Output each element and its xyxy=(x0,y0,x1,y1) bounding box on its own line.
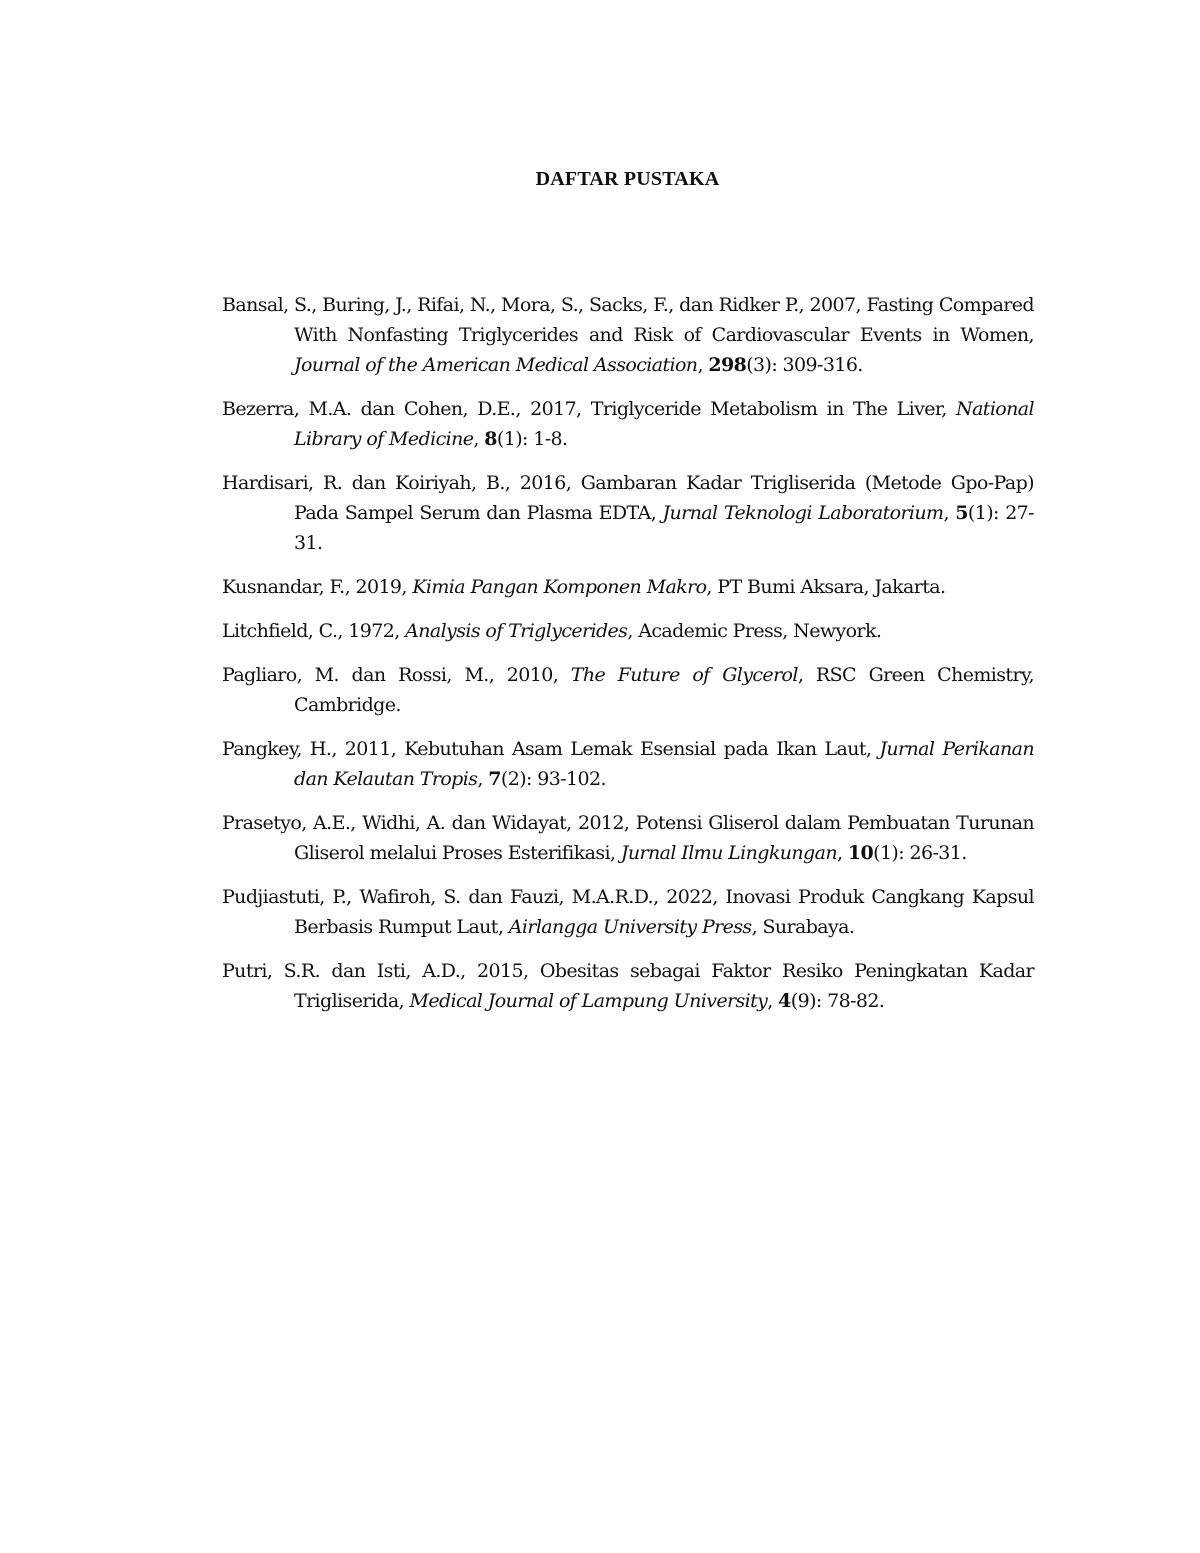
reference-item xyxy=(222,394,1034,454)
reference-item xyxy=(222,660,1034,720)
reference-source: Jurnal Teknologi Laboratorium xyxy=(662,502,944,524)
reference-item xyxy=(222,290,1034,380)
reference-text: Bezerra, M.A. dan Cohen, D.E., 2017, Triglyceride Metabolism in The Liver, xyxy=(222,398,957,420)
reference-text: Kusnandar, F., 2019, xyxy=(222,576,413,598)
reference-separator: , xyxy=(943,502,956,524)
reference-item xyxy=(222,808,1034,868)
reference-text: Putri, S.R. dan Isti, A.D., 2015, Obesitas sebagai Faktor Resiko Peningkatan Kadar Trigliserida, xyxy=(222,960,1034,1012)
reference-text: Pagliaro, M. dan Rossi, M., 2010, xyxy=(222,664,571,686)
reference-volume: 8 xyxy=(484,428,497,450)
reference-volume: 4 xyxy=(778,990,791,1012)
reference-item xyxy=(222,956,1034,1016)
reference-pages: , RSC Green Chemistry, Cambridge. xyxy=(294,664,1035,716)
page-title: DAFTAR PUSTAKA xyxy=(535,168,720,190)
reference-separator: , xyxy=(473,428,485,450)
reference-pages: (2): 93-102. xyxy=(500,768,606,790)
reference-source: Kimia Pangan Komponen Makro xyxy=(412,576,707,598)
reference-text: Hardisari, R. dan Koiriyah, B., 2016, Gambaran Kadar Trigliserida (Metode Gpo-Pap) Pada Sampel Serum dan Plasma EDTA, xyxy=(222,472,1034,524)
reference-pages: , Academic Press, Newyork. xyxy=(627,620,882,642)
reference-text: Pangkey, H., 2011, Kebutuhan Asam Lemak Esensial pada Ikan Laut, xyxy=(222,738,880,760)
reference-source: Airlangga University Press xyxy=(508,916,752,938)
reference-item xyxy=(222,572,1034,602)
reference-pages: , Surabaya. xyxy=(751,916,855,938)
reference-pages: (1): 27-31. xyxy=(294,502,1034,554)
reference-source: Jurnal Ilmu Lingkungan xyxy=(620,842,837,864)
reference-separator: , xyxy=(767,990,779,1012)
reference-item xyxy=(222,882,1034,942)
reference-list xyxy=(222,290,1034,1030)
reference-item xyxy=(222,734,1034,794)
reference-source: The Future of Glycerol xyxy=(570,664,798,686)
reference-text: Litchfield, C., 1972, xyxy=(222,620,406,642)
reference-pages: , PT Bumi Aksara, Jakarta. xyxy=(706,576,946,598)
reference-volume: 298 xyxy=(708,354,747,376)
reference-source: Analysis of Triglycerides xyxy=(405,620,628,642)
reference-text: Prasetyo, A.E., Widhi, A. dan Widayat, 2012, Potensi Gliserol dalam Pembuatan Turunan Gliserol melalui Proses Esterifikasi, xyxy=(222,812,1034,864)
reference-volume: 5 xyxy=(955,502,968,524)
reference-text: Bansal, S., Buring, J., Rifai, N., Mora, S., Sacks, F., dan Ridker P., 2007, Fasting Compared With Nonfasting Triglycerides and Risk of Cardiovascular Events in Women, xyxy=(222,294,1034,346)
reference-source: Medical Journal of Lampung University xyxy=(409,990,768,1012)
reference-source: National Library of Medicine xyxy=(294,398,1034,450)
reference-volume: 10 xyxy=(847,842,874,864)
reference-item xyxy=(222,468,1034,558)
reference-item xyxy=(222,616,1034,646)
reference-pages: (1): 26-31. xyxy=(873,842,967,864)
reference-separator: , xyxy=(836,842,848,864)
reference-volume: 7 xyxy=(488,768,501,790)
reference-source: Jurnal Perikanan dan Kelautan Tropis xyxy=(294,738,1034,790)
reference-pages: (3): 309-316. xyxy=(746,354,863,376)
reference-separator: , xyxy=(477,768,489,790)
reference-separator: , xyxy=(697,354,709,376)
reference-text: Pudjiastuti, P., Wafiroh, S. dan Fauzi, M.A.R.D., 2022, Inovasi Produk Cangkang Kapsul Berbasis Rumput Laut, xyxy=(222,886,1034,938)
reference-pages: (1): 1-8. xyxy=(496,428,568,450)
reference-pages: (9): 78-82. xyxy=(790,990,885,1012)
reference-source: Journal of the American Medical Association xyxy=(294,354,698,376)
